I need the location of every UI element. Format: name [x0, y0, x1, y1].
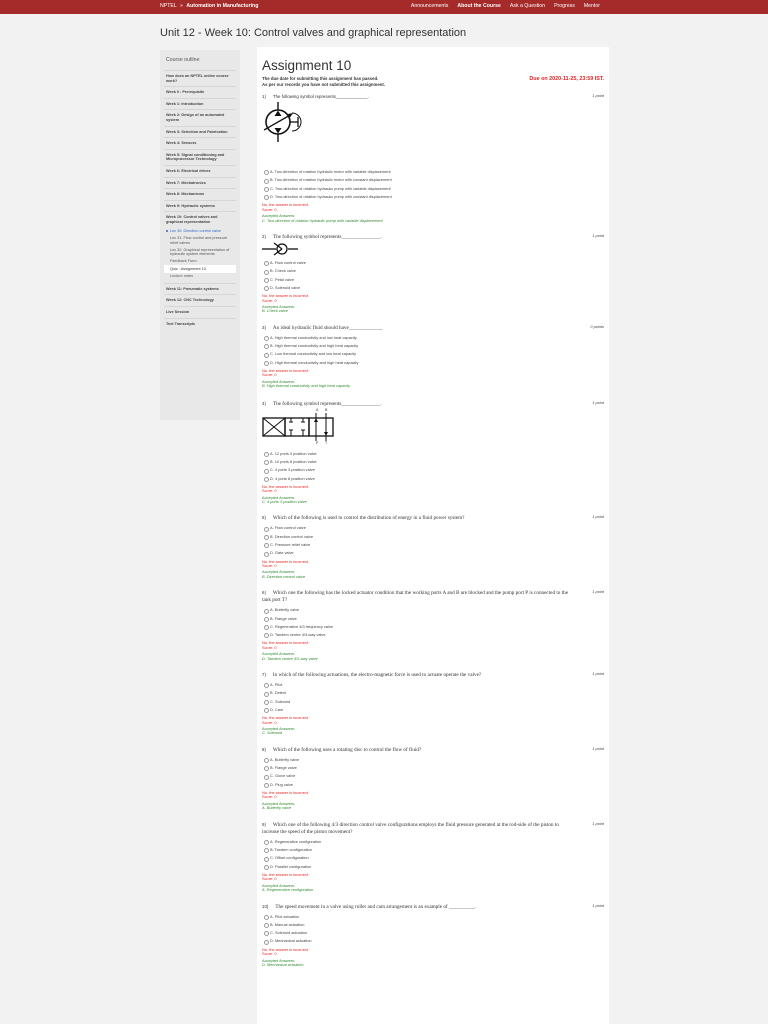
- option-b[interactable]: B. 10 ports 8 position valve: [262, 458, 604, 466]
- sidebar-item-week-7[interactable]: Week 7: Mechatronics: [164, 177, 236, 189]
- nav-progress[interactable]: Progress: [554, 3, 575, 9]
- score-text: Score: 0: [262, 372, 277, 378]
- accepted-answers-label: Accepted Answers:: [262, 800, 296, 806]
- question-points: 1 point: [592, 93, 604, 99]
- incorrect-message: No, the answer is incorrect.: [262, 202, 310, 208]
- question-prompt: Which one the following has the locked actuator condition that the working ports A and B are blocked and the pump port P is connected to the tank port T?: [262, 590, 569, 604]
- sidebar-item-live-session[interactable]: Live Session: [164, 306, 236, 318]
- assignment-panel: [257, 47, 609, 1024]
- option-b[interactable]: B. Flange valve: [262, 615, 604, 623]
- question-number: 10): [262, 903, 269, 909]
- option-c[interactable]: C. Regenerative 4/3 frequency valve: [262, 623, 604, 631]
- question-feedback: [262, 369, 604, 389]
- option-c[interactable]: C. Glove valve: [262, 772, 604, 780]
- accepted-answers-label: Accepted Answers:: [262, 378, 296, 384]
- question-prompt: In which of the following actuations, the electro-magnetic force is used to actuate operate the valve?: [272, 672, 482, 679]
- course-outline-sidebar: [160, 50, 240, 420]
- option-d[interactable]: D. Plug valve: [262, 781, 604, 789]
- question-number: 2): [262, 234, 266, 239]
- accepted-answer: B. Direction control valve: [262, 573, 306, 579]
- sidebar-item-week-5[interactable]: Week 5: Signal conditioning and Microprocessor Technology: [164, 149, 236, 165]
- score-text: Score: 0: [262, 297, 277, 303]
- directional-valve-symbol: [262, 408, 604, 446]
- score-text: Score: 0: [262, 876, 277, 882]
- submission-note-line-1: The due date for submitting this assignment has passed.: [262, 76, 379, 81]
- sidebar-item-week-12[interactable]: Week 12: CNC Technology: [164, 294, 236, 306]
- question-text: [262, 821, 604, 836]
- option-a[interactable]: A. Two-direction of rotation hydraulic motor with variable displacement: [262, 168, 604, 176]
- question-feedback: [262, 791, 604, 811]
- question-number: 8): [262, 746, 266, 752]
- question-points: 0 points: [590, 323, 604, 329]
- question-4: [262, 400, 604, 505]
- sidebar-subitem-quiz[interactable]: Quiz : Assignment 10: [164, 265, 236, 272]
- port-label-p: P: [316, 440, 319, 445]
- option-a[interactable]: A. Flow control valve: [262, 259, 604, 267]
- sidebar-subitem-lecture-notes[interactable]: Lecture notes: [170, 274, 194, 279]
- sidebar-subitem-lec-32[interactable]: Lec 32: Graphical representation of hydraulic system elements: [170, 247, 230, 257]
- option-b[interactable]: B. Detent: [262, 689, 604, 697]
- question-prompt: The following symbol represents_______________.: [272, 400, 382, 407]
- accepted-answer: C. Solenoid: [262, 730, 283, 736]
- option-b[interactable]: B. High thermal conductivity and high heat capacity: [262, 342, 604, 350]
- question-text: [262, 514, 604, 522]
- port-label-t: T: [325, 440, 328, 445]
- question-points: 1 point: [592, 589, 604, 595]
- question-prompt: The following symbol represents_____________.: [272, 94, 369, 100]
- question-text: [262, 746, 604, 754]
- breadcrumb: [160, 3, 258, 9]
- accepted-answers-label: Accepted Answers:: [262, 304, 296, 309]
- option-b[interactable]: B. Direction control valve: [262, 533, 604, 541]
- question-2: [262, 233, 604, 314]
- incorrect-message: No, the answer is incorrect.: [262, 483, 310, 489]
- accepted-answers-label: Accepted Answers:: [262, 726, 296, 732]
- question-feedback: [262, 294, 604, 314]
- option-d[interactable]: D. Cam: [262, 706, 604, 714]
- brand-link[interactable]: NPTEL: [160, 3, 177, 9]
- question-5: [262, 514, 604, 579]
- nav-ask-question[interactable]: Ask a Question: [509, 3, 546, 9]
- question-number: 1): [262, 94, 266, 100]
- question-points: 1 point: [592, 671, 604, 677]
- score-text: Score: 0: [262, 794, 277, 800]
- question-9: [262, 821, 604, 893]
- incorrect-message: No, the answer is incorrect.: [262, 946, 310, 952]
- option-d[interactable]: D. Gate valve: [262, 549, 604, 557]
- option-b[interactable]: B. Manual actuation: [262, 921, 604, 929]
- sidebar-item-week-9[interactable]: Week 9: Hydraulic systems: [164, 200, 236, 212]
- question-number: 5): [262, 515, 266, 521]
- question-points: 1 point: [592, 233, 604, 238]
- question-points: 1 point: [592, 745, 604, 751]
- question-number: 6): [262, 590, 266, 596]
- option-d[interactable]: D. 4 ports 8 position valve: [262, 475, 604, 483]
- question-points: 1 point: [592, 820, 604, 826]
- accepted-answers-label: Accepted Answers:: [262, 651, 296, 657]
- valve-4-3-symbol-icon: [262, 413, 340, 441]
- question-prompt: Which of the following is used to control the distribution of energy in a fluid power system?: [272, 515, 465, 522]
- nav-about-course[interactable]: About the Course: [457, 3, 501, 9]
- option-c[interactable]: C. Solenoid: [262, 698, 604, 706]
- question-feedback: [262, 641, 604, 661]
- top-nav-bar: [0, 0, 768, 14]
- question-number: 3): [262, 324, 266, 330]
- question-feedback: [262, 948, 604, 968]
- port-label-b: B: [325, 407, 328, 412]
- question-text: [262, 671, 604, 679]
- question-points: 1 point: [592, 514, 604, 520]
- assignment-title: Assignment 10: [262, 58, 352, 73]
- accepted-answer: D. Mechanical actuation: [262, 961, 304, 967]
- option-c[interactable]: C. 4 ports 3 position valve: [262, 466, 604, 474]
- sidebar-item-week-11[interactable]: Week 11: Pneumatic systems: [164, 283, 236, 295]
- sidebar-item-week-2[interactable]: Week 2: Design of an automated system: [164, 109, 236, 125]
- nav-mentor[interactable]: Mentor: [583, 3, 600, 9]
- option-d[interactable]: D. Mechanical actuation: [262, 937, 604, 945]
- score-text: Score: 0: [262, 563, 277, 569]
- accepted-answers-label: Accepted Answers:: [262, 213, 296, 219]
- question-prompt: An ideal hydraulic fluid should have_____________: [272, 324, 383, 331]
- option-d[interactable]: D. High thermal conductivity and high heat capacity: [262, 359, 604, 367]
- option-b[interactable]: B. Two-direction of rotation hydraulic motor with constant displacement: [262, 176, 604, 184]
- incorrect-message: No, the answer is incorrect.: [262, 640, 310, 646]
- option-c[interactable]: C. Petal valve: [262, 276, 604, 284]
- accepted-answer: D. Tandem centre 4/3-way valve: [262, 655, 318, 661]
- score-text: Score: 0: [262, 951, 277, 957]
- question-text: [262, 233, 604, 241]
- incorrect-message: No, the answer is incorrect.: [262, 790, 310, 796]
- option-a[interactable]: A. Butterfly valve: [262, 606, 604, 614]
- question-text: [262, 589, 604, 604]
- question-text: [262, 903, 604, 911]
- question-feedback: [262, 485, 604, 505]
- question-feedback: [262, 716, 604, 736]
- incorrect-message: No, the answer is incorrect.: [262, 871, 310, 877]
- option-a[interactable]: A. Pilot: [262, 681, 604, 689]
- incorrect-message: No, the answer is incorrect.: [262, 368, 310, 373]
- question-prompt: Which of the following uses a rotating disc to control the flow of fluid?: [272, 746, 422, 753]
- incorrect-message: No, the answer is incorrect.: [262, 558, 310, 564]
- accepted-answers-label: Accepted Answers:: [262, 569, 296, 575]
- option-c[interactable]: C. Low thermal conductivity and low heat capacity: [262, 350, 604, 358]
- accepted-answer: C. 4 ports 3 position valve: [262, 499, 307, 505]
- question-text: [262, 324, 604, 332]
- option-d[interactable]: D. Tandem centre 4/3-way valve: [262, 631, 604, 639]
- breadcrumb-separator: »: [179, 3, 183, 9]
- due-date: Due on 2020-11-25, 23:59 IST.: [529, 76, 604, 82]
- hydraulic-pump-symbol-icon: [262, 100, 302, 144]
- option-c[interactable]: C. Pressure relief valve: [262, 541, 604, 549]
- accepted-answer: C. Two-direction of rotation hydraulic pump with variable displacement: [262, 217, 383, 223]
- option-a[interactable]: A. Flow control valve: [262, 524, 604, 532]
- accepted-answer: B. Check valve: [262, 308, 288, 314]
- question-points: 1 point: [592, 399, 604, 405]
- option-b[interactable]: B. Flange valve: [262, 764, 604, 772]
- question-1: [262, 93, 604, 223]
- option-a[interactable]: A. 12 ports 3 position valve: [262, 450, 604, 458]
- accepted-answers-label: Accepted Answers:: [262, 957, 296, 963]
- submission-note-line-2: As per our records you have not submitted this assignment.: [262, 81, 385, 87]
- top-nav-links: [411, 3, 600, 9]
- page-title: Unit 12 - Week 10: Control valves and graphical representation: [160, 27, 467, 39]
- option-a[interactable]: A. High thermal conductivity and low heat capacity: [262, 334, 604, 342]
- score-text: Score: 0: [262, 719, 277, 725]
- question-feedback: [262, 203, 604, 223]
- option-a[interactable]: A. Regenerative configuration: [262, 838, 604, 846]
- question-text: [262, 93, 604, 100]
- question-prompt: Which one of the following 4/3 direction control valve configurations employs the fluid pressure generated at the rod-side of the piston to increase the speed of the piston movement?: [262, 821, 559, 835]
- course-link[interactable]: Automation in Manufacturing: [186, 3, 259, 9]
- sidebar-title: Course outline: [166, 57, 200, 63]
- question-feedback: [262, 873, 604, 893]
- accepted-answers-label: Accepted Answers:: [262, 494, 296, 500]
- sidebar-item-how-it-works[interactable]: How does an NPTEL online course work?: [164, 70, 236, 86]
- incorrect-message: No, the answer is incorrect.: [262, 293, 310, 299]
- sidebar-item-week-0[interactable]: Week 0 : Prerequisite: [164, 86, 236, 98]
- option-d[interactable]: D. Solenoid valve: [262, 284, 604, 292]
- sidebar-subitem-lec-31[interactable]: Lec 31: Flow control and pressure relief valves: [170, 236, 228, 245]
- option-d[interactable]: D. Parallel configuration: [262, 863, 604, 871]
- question-number: 4): [262, 400, 266, 406]
- accepted-answer: A. Butterfly valve: [262, 805, 292, 811]
- option-d[interactable]: D. Two-direction of rotation hydraulic pump with constant displacement: [262, 193, 604, 201]
- question-10: [262, 903, 604, 968]
- sidebar-item-week-3[interactable]: Week 3: Selection and Fabrication: [164, 126, 236, 138]
- sidebar-subitem-lec-30[interactable]: Lec 30: Direction control valve: [164, 228, 236, 235]
- question-8: [262, 746, 604, 811]
- question-prompt: The speed movement in a valve using roller and cam arrangement is an example of __________.: [275, 903, 477, 910]
- question-6: [262, 589, 604, 661]
- score-text: Score: 0: [262, 488, 277, 494]
- incorrect-message: No, the answer is incorrect.: [262, 715, 310, 721]
- sidebar-item-week-10[interactable]: Week 10: Control valves and graphical representation: [164, 211, 236, 227]
- question-text: [262, 400, 604, 408]
- sidebar-item-week-1[interactable]: Week 1: Introduction: [164, 98, 236, 110]
- port-label-a: A: [316, 407, 319, 412]
- option-c[interactable]: C. Two-direction of rotation hydraulic pump with variable displacement: [262, 185, 604, 193]
- sidebar-item-week-4[interactable]: Week 4: Sensors: [164, 137, 236, 149]
- option-b[interactable]: B. Check valve: [262, 267, 604, 275]
- question-points: 1 point: [592, 902, 604, 908]
- option-b[interactable]: B. Tandem configuration: [262, 846, 604, 854]
- option-c[interactable]: C. Solenoid actuation: [262, 929, 604, 937]
- pump-motor-symbol: [262, 100, 604, 146]
- option-a[interactable]: A. Butterfly valve: [262, 756, 604, 764]
- question-prompt: The following symbol represents_______________.: [272, 234, 382, 240]
- accepted-answer: A. Regenerative configuration: [262, 887, 314, 893]
- sidebar-item-week-8[interactable]: Week 8: Mechanisms: [164, 188, 236, 200]
- nav-announcements[interactable]: Announcements: [410, 3, 449, 9]
- accepted-answers-label: Accepted Answers:: [262, 882, 296, 888]
- score-text: Score: 0: [262, 644, 277, 650]
- option-a[interactable]: A. Pilot actuation: [262, 913, 604, 921]
- sidebar-item-text-transcripts[interactable]: Text Transcripts: [164, 318, 236, 330]
- question-number: 7): [262, 672, 266, 678]
- question-feedback: [262, 560, 604, 580]
- option-c[interactable]: C. Offset configuration: [262, 854, 604, 862]
- question-7: [262, 671, 604, 736]
- question-3: [262, 324, 604, 389]
- accepted-answer: B. High thermal conductivity and high heat capacity: [262, 383, 351, 389]
- sidebar-item-week-6[interactable]: Week 6: Electrical drives: [164, 165, 236, 177]
- score-text: Score: 0: [262, 206, 277, 212]
- check-valve-symbol: [262, 241, 604, 257]
- check-valve-symbol-icon: [262, 241, 302, 257]
- question-number: 9): [262, 821, 266, 827]
- sidebar-subitem-feedback[interactable]: Feedback Form: [170, 259, 197, 264]
